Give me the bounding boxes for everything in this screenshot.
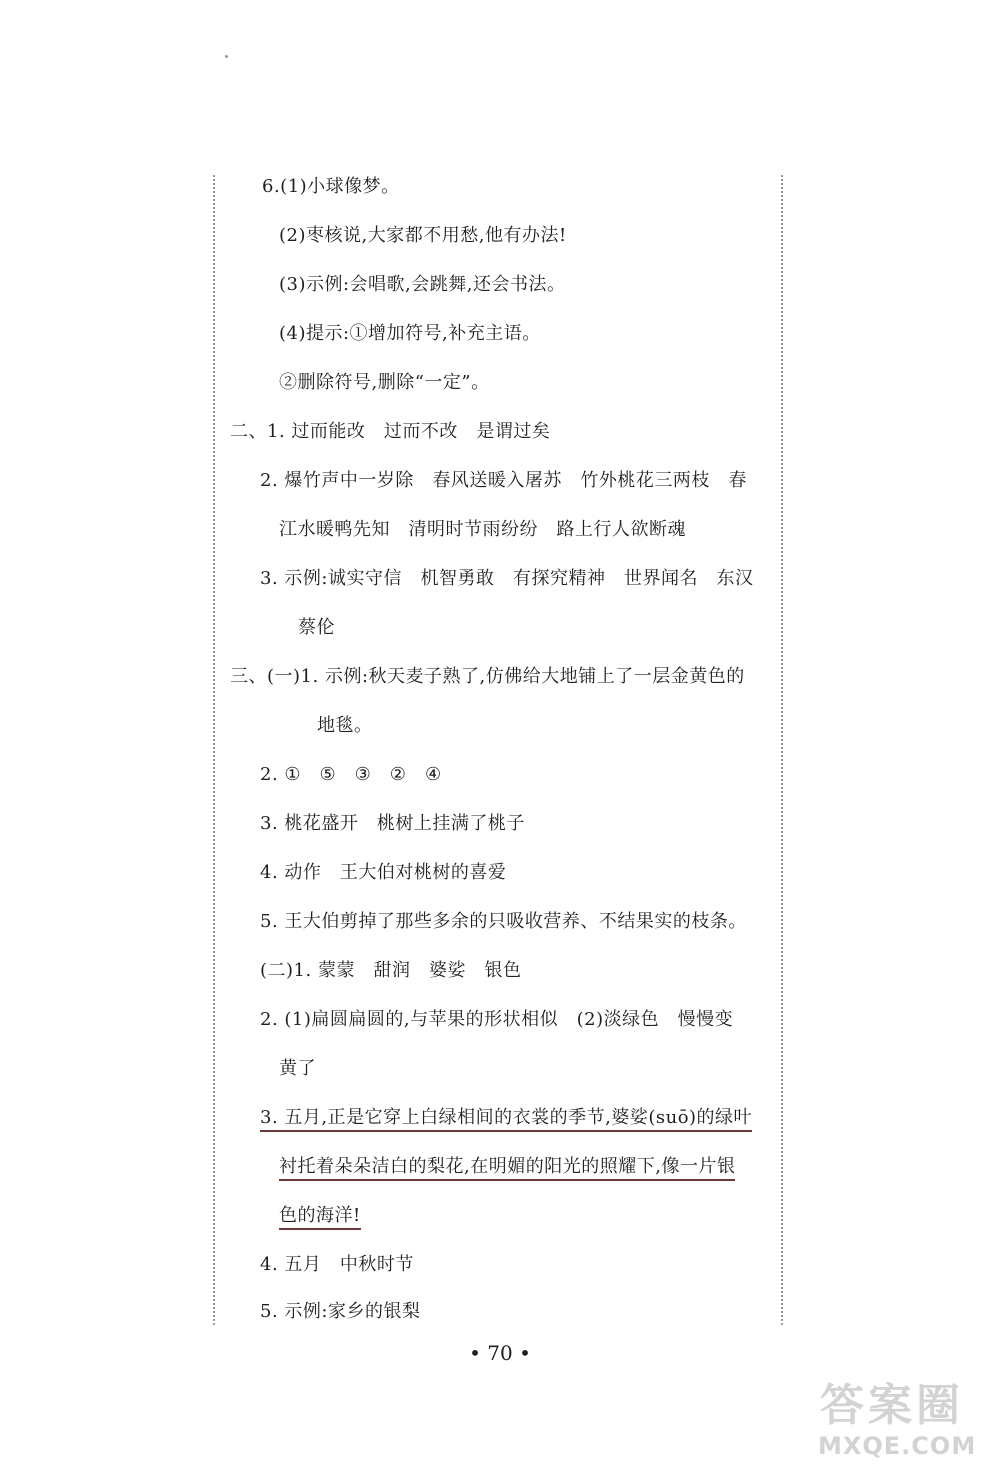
underlined-text: 色的海洋! [279, 1205, 361, 1230]
underlined-answer-line [260, 1106, 752, 1130]
watermark-domain: MXQE.COM [818, 1432, 977, 1460]
answer-line: 蔡伦 [298, 617, 335, 638]
answer-line: 5. 王大伯剪掉了那些多余的只吸收营养、不结果实的枝条。 [260, 911, 747, 932]
answer-line: 5. 示例:家乡的银梨 [260, 1301, 421, 1322]
answer-line: 6.(1)小球像梦。 [262, 176, 400, 197]
answer-line: 2. ① ⑤ ③ ② ④ [260, 764, 442, 785]
page-number: • 70 • [469, 1341, 531, 1365]
answer-line: (二)1. 蒙蒙 甜润 婆娑 银色 [260, 960, 522, 981]
underlined-text: 3. 五月,正是它穿上白绿相间的衣裳的季节,婆娑(suō)的绿叶 [260, 1107, 752, 1132]
answer-line: 3. 桃花盛开 桃树上挂满了桃子 [260, 813, 525, 834]
left-dotted-rule [213, 175, 215, 1325]
answer-line: 4. 五月 中秋时节 [260, 1254, 414, 1275]
answer-line: 2. (1)扁圆扁圆的,与苹果的形状相似 (2)淡绿色 慢慢变 [260, 1009, 734, 1030]
answer-line: 3. 示例:诚实守信 机智勇敢 有探究精神 世界闻名 东汉 [260, 568, 754, 589]
answer-line: (2)枣核说,大家都不用愁,他有办法! [279, 225, 567, 246]
answer-line: 黄了 [279, 1058, 316, 1079]
section-heading-two: 二、1. 过而能改 过而不改 是谓过矣 [230, 421, 551, 442]
answer-line: ②删除符号,删除“一定”。 [279, 372, 490, 393]
right-dotted-rule [781, 175, 783, 1325]
section-heading-three: 三、(一)1. 示例:秋天麦子熟了,仿佛给大地铺上了一层金黄色的 [230, 666, 745, 687]
answer-line: 2. 爆竹声中一岁除 春风送暖入屠苏 竹外桃花三两枝 春 [260, 470, 747, 491]
answer-line: (4)提示:①增加符号,补充主语。 [279, 323, 541, 344]
answer-line: 4. 动作 王大伯对桃树的喜爱 [260, 862, 507, 883]
watermark-chinese: 答案圈 [820, 1380, 964, 1431]
underlined-answer-line [279, 1155, 735, 1179]
scan-speck [225, 55, 228, 58]
underlined-answer-line [279, 1204, 361, 1228]
answer-line: 江水暖鸭先知 清明时节雨纷纷 路上行人欲断魂 [279, 519, 686, 540]
watermark-logo [800, 1380, 990, 1465]
answer-line: (3)示例:会唱歌,会跳舞,还会书法。 [279, 274, 566, 295]
answer-line: 地毯。 [317, 715, 373, 736]
underlined-text: 衬托着朵朵洁白的梨花,在明媚的阳光的照耀下,像一片银 [279, 1156, 735, 1181]
